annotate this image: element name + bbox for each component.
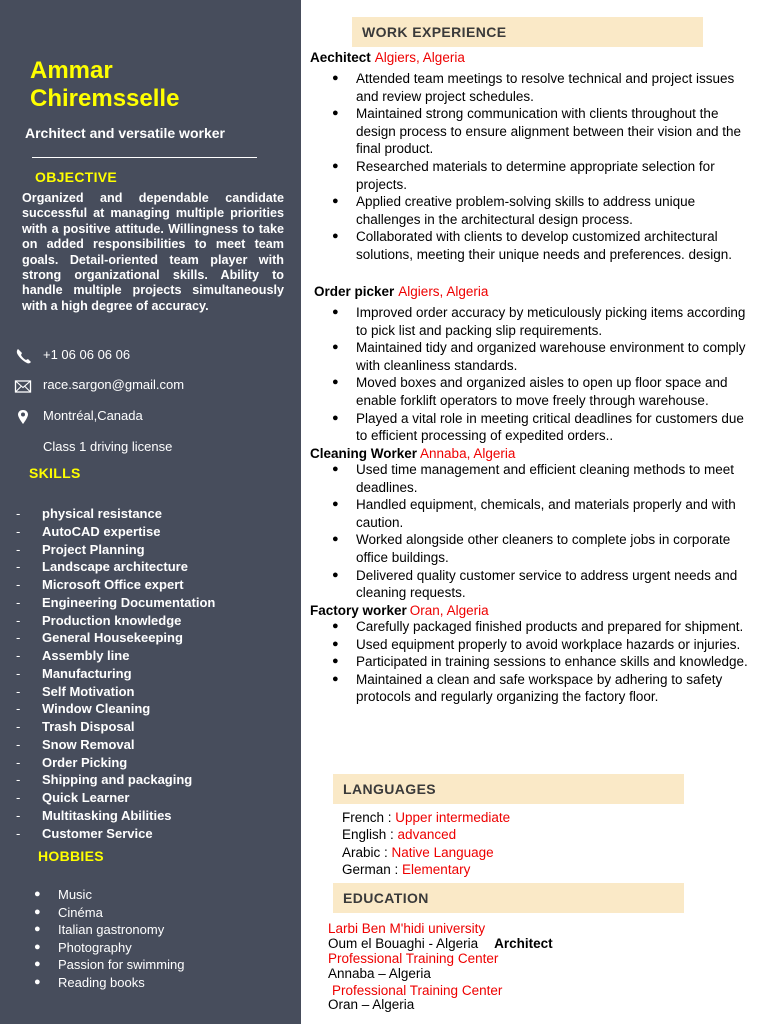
skill-item: - Customer Service (16, 825, 153, 841)
phone-icon (14, 347, 34, 365)
education-institution: Professional Training Center (328, 951, 499, 966)
location-text: Montréal,Canada (43, 408, 143, 423)
job-location: Algiers, Algeria (398, 284, 489, 299)
education-place: Oran – Algeria (328, 997, 415, 1012)
skill-item: - Quick Learner (16, 790, 130, 805)
job-title-factory-worker: Factory worker Oran, Algeria (310, 603, 489, 618)
job-location: Algiers, Algeria (374, 50, 465, 65)
map-pin-icon (14, 408, 34, 426)
phone-number: +1 06 06 06 06 (43, 347, 131, 362)
email-address[interactable]: race.sargon@gmail.com (43, 377, 185, 392)
job-bullet: ● Attended team meetings to resolve technical and project issues and review project schedules. (332, 71, 735, 104)
sidebar (0, 0, 301, 1024)
skill-item: - Landscape architecture (16, 559, 188, 575)
education-place: Annaba – Algeria (328, 966, 431, 981)
job-bullet: ● Maintained tidy and organized warehouse environment to comply with cleanliness standards. (332, 340, 746, 373)
language-row: English : advanced (342, 827, 457, 842)
skill-item: - physical resistance (16, 506, 162, 521)
skill-item: - Assembly line (16, 648, 130, 663)
hobby-item: ● Photography (34, 939, 132, 955)
language-row: French : Upper intermediate (342, 810, 511, 825)
contact-phone (14, 346, 284, 366)
skill-item: - Self Motivation (16, 683, 135, 699)
hobby-item: ● Italian gastronomy (34, 922, 165, 938)
job-bullet: ● Played a vital role in meeting critical deadlines for customers due to efficient processing of expedited orders.. (332, 410, 744, 444)
language-level: Elementary (402, 862, 471, 877)
job-bullet: ● Carefully packaged finished products and prepared for shipment. (332, 619, 744, 634)
job-bullet: ● Handled equipment, chemicals, and materials properly and with caution. (332, 497, 736, 530)
job-bullet: ● Maintained a clean and safe workspace by adhering to safety protocols and regularly organizing the factory floor. (332, 671, 723, 705)
hobbies-heading: HOBBIES (38, 848, 104, 864)
objective-text: Organized and dependable candidate successful at managing multiple priorities with a positive attitude. Willingness to take on added responsibilities to meet team goals. Detail-oriented team player with strong organizational skills. Ability to handle multiple projects simultaneously with a high degree of accuracy. (22, 191, 284, 313)
skill-item: - Microsoft Office expert (16, 577, 184, 592)
skill-item: - General Housekeeping (16, 630, 183, 646)
job-bullet: ● Participated in training sessions to enhance skills and knowledge. (332, 654, 748, 670)
job-bullets-order-picker (330, 304, 750, 445)
contact-location (14, 407, 284, 427)
skill-item: - Shipping and packaging (16, 772, 193, 788)
skill-item: - Manufacturing (16, 665, 132, 681)
skill-item: - Multitasking Abilities (16, 807, 172, 823)
job-bullets-architect (330, 70, 750, 264)
education-institution: Professional Training Center (332, 983, 503, 998)
work-experience-heading: WORK EXPERIENCE (352, 17, 703, 47)
job-bullet: ● Applied creative problem-solving skills to address unique challenges in the architectural design process. (332, 194, 696, 227)
job-bullets-cleaning-worker (330, 461, 750, 602)
name-last: Chiremsselle (30, 85, 180, 112)
job-bullet: ● Used equipment properly to avoid workplace hazards or injuries. (332, 636, 741, 652)
education-degree: Architect (494, 936, 553, 951)
hobby-item: ● Passion for swimming (34, 957, 185, 973)
objective-heading: OBJECTIVE (35, 169, 118, 185)
job-title-architect: Aechitect Algiers, Algeria (310, 50, 465, 65)
job-bullet: ● Researched materials to determine appropriate selection for projects. (332, 158, 715, 192)
hobby-item: ● Reading books (34, 974, 145, 990)
job-bullet: ● Worked alongside other cleaners to complete jobs in corporate office buildings. (332, 532, 731, 565)
job-title-order-picker: Order picker Algiers, Algeria (314, 284, 489, 299)
skill-item: - Order Picking (16, 754, 128, 770)
job-bullet: ● Used time management and efficient cleaning methods to meet deadlines. (332, 462, 734, 495)
candidate-name (30, 57, 270, 113)
tagline: Architect and versatile worker (25, 125, 225, 141)
skill-item: - Engineering Documentation (16, 594, 216, 610)
job-bullet: ● Collaborated with clients to develop customized architectural solutions, meeting their unique needs and preferences. design. (332, 229, 732, 262)
language-row: Arabic : Native Language (342, 845, 494, 860)
education-institution: Larbi Ben M'hidi university (328, 921, 486, 936)
job-bullet: ● Delivered quality customer service to address urgent needs and cleaning requests. (332, 567, 738, 601)
job-bullet: ● Moved boxes and organized aisles to open up floor space and enable forklift operators to move freely through warehouse. (332, 375, 728, 408)
name-first: Ammar (30, 57, 113, 84)
job-location: Annaba, Algeria (420, 446, 516, 461)
hobby-item: ● Cinéma (34, 904, 103, 920)
job-location: Oran, Algeria (409, 603, 489, 618)
divider (32, 157, 257, 158)
language-level: Native Language (391, 845, 494, 860)
job-title-cleaning-worker: Cleaning Worker Annaba, Algeria (310, 446, 516, 461)
skill-item: - Snow Removal (16, 736, 135, 752)
skill-item: - Trash Disposal (16, 719, 135, 734)
education-place: Oum el Bouaghi - Algeria (328, 936, 479, 951)
skill-item: - Project Planning (16, 541, 145, 557)
job-bullets-factory-worker (330, 618, 750, 706)
skill-item: - Window Cleaning (16, 701, 151, 717)
contact-email (14, 376, 284, 396)
skills-list (16, 505, 215, 842)
skills-heading: SKILLS (29, 465, 81, 481)
language-level: Upper intermediate (395, 810, 511, 825)
language-level: advanced (397, 827, 457, 842)
job-bullet: ● Maintained strong communication with clients throughout the design process to ensure alignment between their vision and the final product. (332, 106, 741, 157)
job-bullet: ● Improved order accuracy by meticulously picking items according to pick list and packing slip requirements. (332, 305, 746, 338)
envelope-icon (14, 377, 34, 395)
languages-heading: LANGUAGES (333, 774, 684, 804)
contact-license (14, 438, 284, 458)
hobby-item: ● Music (34, 887, 92, 902)
skill-item: - Production knowledge (16, 612, 182, 628)
hobbies-list (32, 886, 184, 992)
language-row: German : Elementary (342, 862, 471, 877)
license-text: Class 1 driving license (43, 439, 173, 454)
skill-item: - AutoCAD expertise (16, 523, 161, 539)
education-heading: EDUCATION (333, 883, 684, 913)
education-place-row (328, 936, 553, 951)
